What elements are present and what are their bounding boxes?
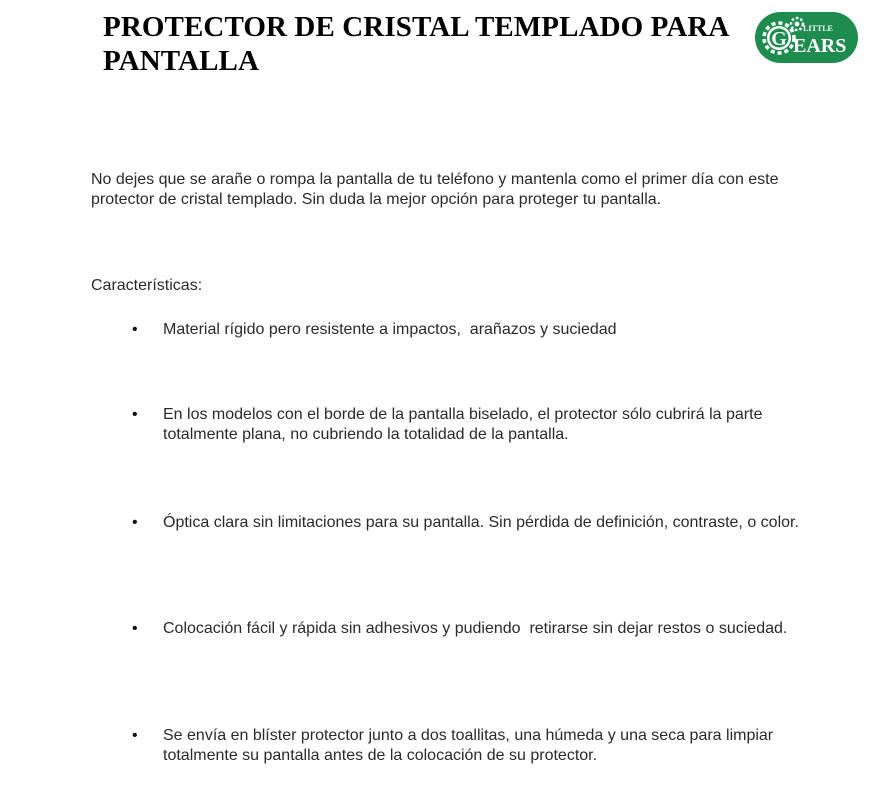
bullet: • xyxy=(132,727,138,744)
brand-logo xyxy=(755,12,858,63)
logo-initial: G xyxy=(771,28,787,50)
list-item-text: Óptica clara sin limitaciones para su pantalla. Sin pérdida de definición, contraste, o color. xyxy=(163,514,799,531)
bullet: • xyxy=(132,321,138,338)
small-gear-icon xyxy=(791,18,803,30)
logo-small-text: LITTLE xyxy=(803,24,833,33)
features-heading: Características: xyxy=(91,277,203,294)
intro-paragraph: No dejes que se arañe o rompa la pantalla de tu teléfono y mantenla como el primer día con este protector de cristal templado. Sin duda la mejor opción para proteger tu pantalla. xyxy=(91,171,779,208)
list-item-text: Material rígido pero resistente a impactos, arañazos y suciedad xyxy=(163,321,617,338)
bullet: • xyxy=(132,514,138,531)
bullet: • xyxy=(132,620,138,637)
list-item-text: En los modelos con el borde de la pantalla biselado, el protector sólo cubrirá la parte totalmente plana, no cubriendo la totalidad de la pantalla. xyxy=(163,406,767,443)
list-item-text: Se envía en blíster protector junto a dos toallitas, una húmeda y una seca para limpiar totalmente su pantalla antes de la colocación de su protector. xyxy=(163,727,778,764)
list-item-text: Colocación fácil y rápida sin adhesivos y pudiendo retirarse sin dejar restos o suciedad. xyxy=(163,620,788,637)
document-title: PROTECTOR DE CRISTAL TEMPLADO PARA PANTALLA xyxy=(103,11,728,77)
bullet: • xyxy=(132,406,138,423)
logo-large-text: EARS xyxy=(793,35,847,57)
